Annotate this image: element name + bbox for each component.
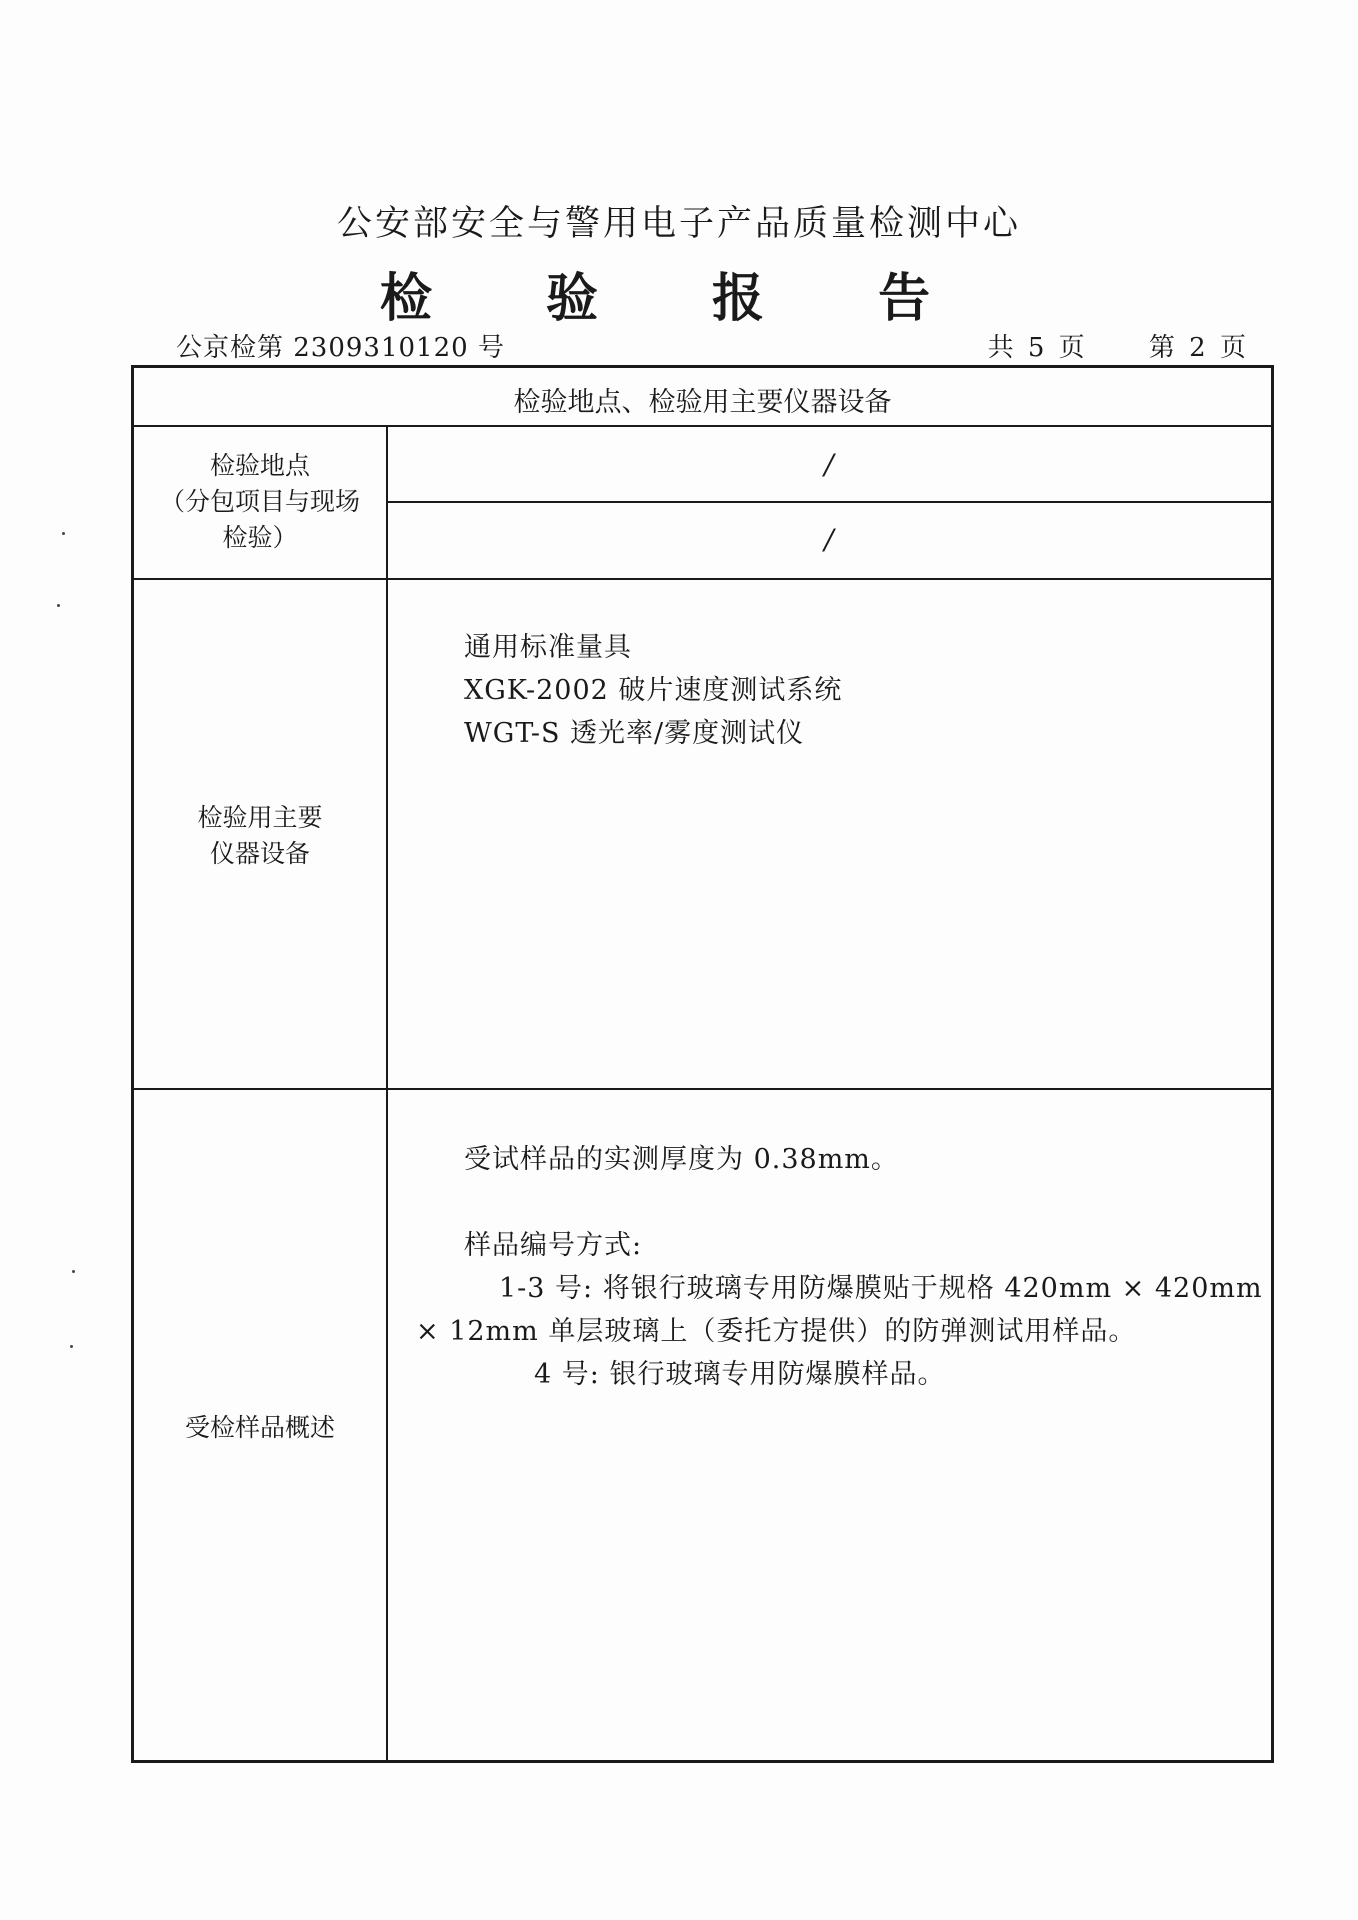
location-value-2: / <box>824 523 834 556</box>
sample-label: 受检样品概述 <box>184 1413 335 1442</box>
sample-thickness: 受试样品的实测厚度为 0.38mm。 <box>464 1144 899 1175</box>
scan-speck <box>72 1270 75 1273</box>
sample-item-1-line-2: × 12mm 单层玻璃上（委托方提供）的防弹测试用样品。 <box>416 1316 1137 1347</box>
sample-item-2: 4 号: 银行玻璃专用防爆膜样品。 <box>534 1359 946 1390</box>
scan-speck <box>70 1345 73 1348</box>
equipment-item: WGT-S 透光率/雾度测试仪 <box>464 718 805 749</box>
sample-description <box>416 1138 1264 1396</box>
row-divider <box>134 1088 1271 1090</box>
numbering-heading: 样品编号方式: <box>464 1230 643 1261</box>
scan-speck <box>57 604 60 607</box>
equipment-item: XGK-2002 破片速度测试系统 <box>464 675 843 706</box>
scan-speck <box>62 532 65 535</box>
document-title: 检 验 报 告 <box>379 268 979 329</box>
row-divider <box>386 501 1271 503</box>
equipment-list <box>464 626 842 755</box>
row-divider <box>134 578 1271 580</box>
equipment-item: 通用标准量具 <box>464 632 632 663</box>
equipment-label: 检验用主要 仪器设备 <box>197 803 323 868</box>
location-value-1: / <box>824 448 834 481</box>
location-label: 检验地点 （分包项目与现场 检验） <box>159 451 360 552</box>
report-number: 公京检第 2309310120 号 <box>176 333 505 363</box>
page-info <box>974 327 1246 364</box>
organization-title: 公安部安全与警用电子产品质量检测中心 <box>336 204 1021 244</box>
section-title: 检验地点、检验用主要仪器设备 <box>513 387 892 418</box>
current-page: 第 2 页 <box>1148 333 1246 363</box>
inspection-table <box>131 365 1274 1763</box>
sample-item-1-line-1: 1-3 号: 将银行玻璃专用防爆膜贴于规格 420mm × 420mm <box>499 1273 1263 1304</box>
column-divider <box>386 427 388 1760</box>
total-pages: 共 5 页 <box>987 333 1085 363</box>
row-divider <box>134 425 1271 427</box>
